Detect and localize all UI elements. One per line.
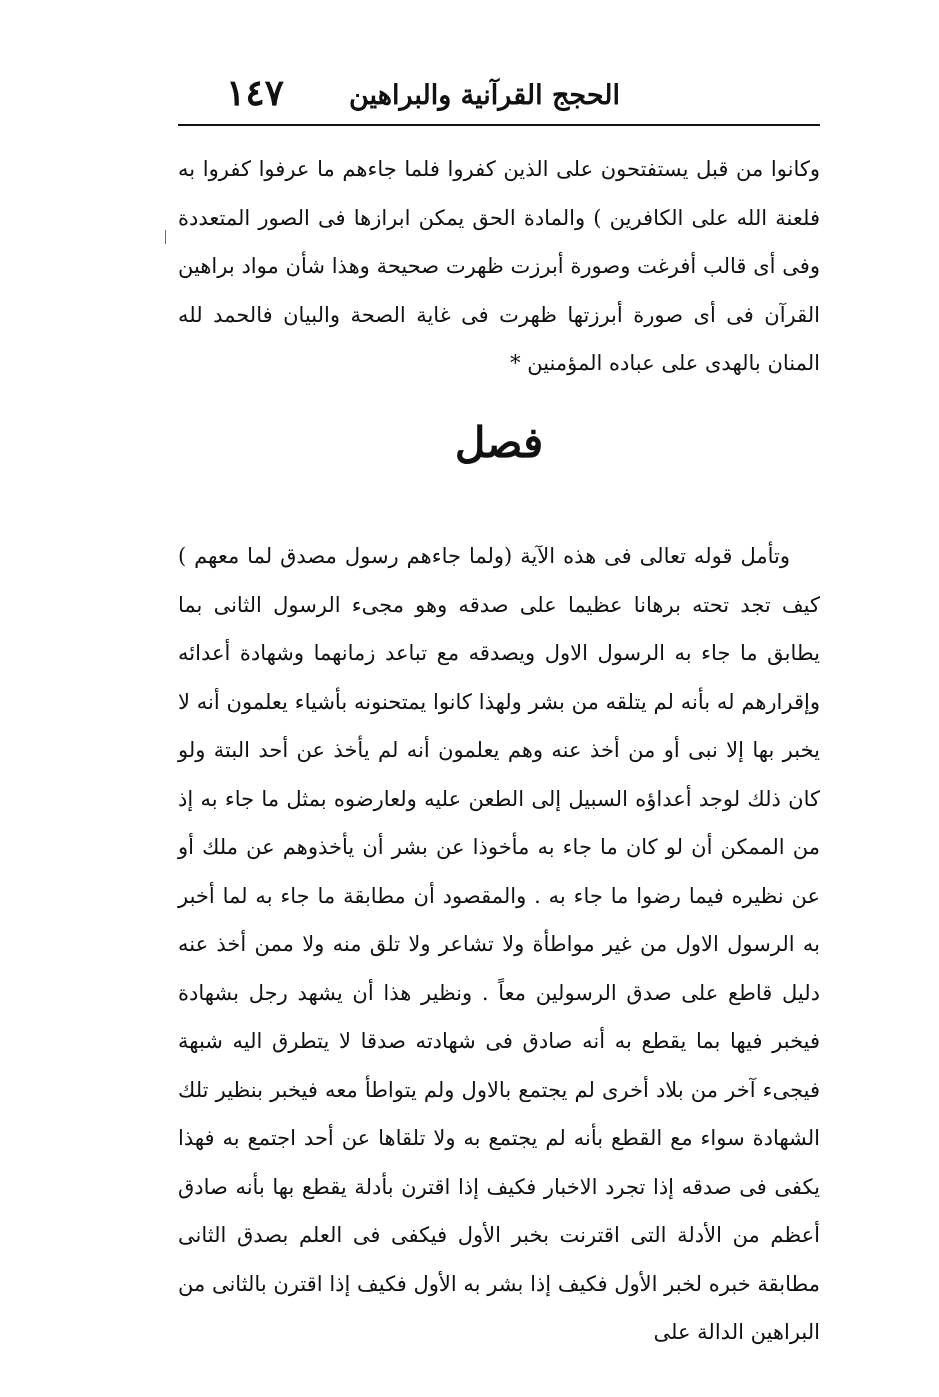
header-rule xyxy=(178,124,820,126)
section-heading: فصل xyxy=(454,418,544,467)
margin-mark xyxy=(165,230,166,244)
paragraph-continued: وكانوا من قبل يستفتحون على الذين كفروا فلما جاءهم ما عرفوا كفروا به فلعنة الله على الكافرين ) والمادة الحق يمكن ابرازها فى الصور المتعددة وفى أى قالب أفرغت وصورة أبرزت ظهرت صحيحة وهذا شأن مواد براهين القرآن فى أى صورة أبرزتها ظهرت فى غاية الصحة والبيان فالحمد لله المنان بالهدى على عباده المؤمنين * xyxy=(178,157,820,375)
page-header xyxy=(178,70,820,122)
paragraph-main: وتأمل قوله تعالى فى هذه الآية (ولما جاءهم رسول مصدق لما معهم ) كيف تجد تحته برهانا عظيما على صدقه وهو مجىء الرسول الثانى بما يطابق ما جاء به الرسول الاول ويصدقه مع تباعد زمانهما وشهادة أعدائه وإقرارهم له بأنه لم يتلقه من بشر ولهذا كانوا يمتحنونه بأشياء يعلمون أنه لا يخبر بها إلا نبى أو من أخذ عنه وهم يعلمون أنه لم يأخذ عن أحد البتة ولو كان ذلك لوجد أعداؤه السبيل إلى الطعن عليه ولعارضوه بمثل ما جاء به إذ من الممكن أن لو كان ما جاء به مأخوذا عن بشر أن يأخذوهم عن ملك أو عن نظيره فيما رضوا ما جاء به . والمقصود أن مطابقة ما جاء به لما أخبر به الرسول الاول من غير مواطأة ولا تشاعر ولا تلق منه ولا ممن أخذ عنه دليل قاطع على صدق الرسولين معاً . ونظير هذا أن يشهد رجل بشهادة فيخبر فيها بما يقطع به أنه صادق فى شهادته صدقا لا يتطرق اليه شبهة فيجىء آخر من بلاد أخرى لم يجتمع بالاول ولم يتواطأ معه فيخبر بنظير تلك الشهادة سواء مع القطع بأنه لم يجتمع به ولا تلقاها عن أحد اجتمع به فهذا يكفى فى صدقه إذا تجرد الاخبار فكيف إذا اقترن بأدلة يقطع بها بأنه صادق أعظم من الأدلة التى اقترنت بخبر الأول فيكفى فى العلم بصدق الثانى مطابقة خبره لخبر الأول فكيف إذا بشر به الأول فكيف إذا اقترن بالثانى من البراهين الدالة على xyxy=(178,544,820,1344)
running-title: الحجج القرآنية والبراهين xyxy=(349,80,620,111)
page-number: ١٤٧ xyxy=(226,72,285,114)
